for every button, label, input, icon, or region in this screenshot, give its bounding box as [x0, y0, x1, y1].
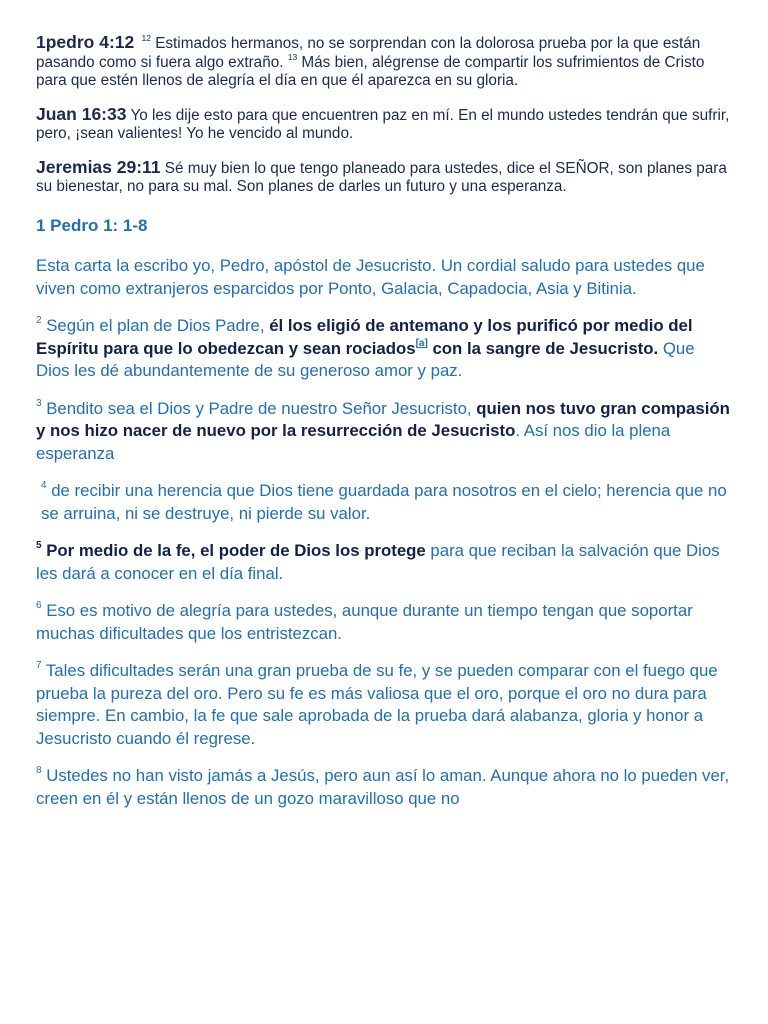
verse-4 [36, 480, 732, 525]
verse-reference: Juan 16:33 [36, 103, 127, 124]
verse-text: Eso es motivo de alegría para ustedes, aunque durante un tiempo tengan que soportar muchas dificultades que los entristezcan. [36, 601, 693, 643]
verse-6 [36, 600, 732, 645]
verse-number: 6 [36, 600, 42, 611]
passage-heading: 1 Pedro 1: 1-8 [36, 215, 148, 235]
verse-text: Yo les dije esto para que encuentren paz en mí. En el mundo ustedes tendrán que sufrir, pero, ¡sean valientes! Yo he vencido al mundo. [36, 106, 730, 142]
verse-1: Esta carta la escribo yo, Pedro, apóstol de Jesucristo. Un cordial saludo para ustedes que viven como extranjeros esparcidos por Ponto, Galacia, Capadocia, Asia y Bitinia. [36, 256, 705, 298]
verse-text: Bendito sea el Dios y Padre de nuestro Señor Jesucristo, [41, 398, 477, 418]
passage-1pedro-1 [36, 215, 732, 811]
verse-jeremias-29-11 [36, 158, 732, 197]
verse-number: 4 [41, 480, 47, 491]
verse-7 [36, 660, 732, 750]
verse-text: Ustedes no han visto jamás a Jesús, pero aun así lo aman. Aunque ahora no lo pueden ver, creen en él y están llenos de un gozo maravilloso que no [36, 766, 730, 808]
verse-text: para que reciban la salvación que Dios les dará a conocer en el día final. [36, 541, 720, 583]
verse-number: 5 [36, 540, 42, 551]
verse-text: Que Dios les dé abundantemente de su generoso amor y paz. [36, 338, 695, 380]
verse-8 [36, 765, 732, 810]
verse-5 [36, 540, 732, 585]
verse-text: Según el plan de Dios Padre, [41, 316, 270, 335]
verse-number: 8 [36, 765, 42, 776]
verse-number: 12 [141, 33, 151, 43]
verse-text: Sé muy bien lo que tengo planeado para ustedes, dice el SEÑOR, son planes para su bienestar, no para su mal. Son planes de darles un futuro y una esperanza. [36, 159, 727, 195]
verse-3 [36, 398, 732, 466]
verse-text-bold: él los eligió de antemano y los purificó por medio del Espíritu para que lo obedezcan y sean rociados [36, 316, 693, 358]
verse-number: 3 [36, 397, 42, 409]
verse-juan-16-33 [36, 105, 732, 144]
verse-number: 2 [36, 315, 42, 326]
verse-number: 7 [36, 660, 42, 671]
verse-text: Estimados hermanos, no se sorprendan con la dolorosa prueba por la que están pasando como si fuera algo extraño. [36, 35, 701, 71]
verse-text: Más bien, alégrense de compartir los sufrimientos de Cristo para que estén llenos de alegría el día en que él aparezca en su gloria. [36, 53, 705, 89]
verse-reference: Jeremias 29:11 [36, 156, 161, 177]
verse-reference: 1pedro 4:12 [36, 32, 135, 52]
footnote-link[interactable]: [a] [415, 337, 428, 349]
verse-text: de recibir una herencia que Dios tiene guardada para nosotros en el cielo; herencia que no se arruina, ni se destruye, ni pierde su valor. [41, 481, 727, 523]
verse-text-bold: Por medio de la fe, el poder de Dios los protege [41, 541, 426, 560]
verse-1pedro-4-12 [36, 33, 732, 91]
verse-text: . Así nos dio la plena esperanza [36, 421, 671, 463]
verse-2 [36, 315, 732, 383]
verse-number: 13 [287, 51, 298, 62]
top-verses [36, 33, 732, 197]
verse-text: Tales dificultades serán una gran prueba de su fe, y se pueden comparar con el fuego que prueba la pureza del oro. Pero su fe es más valiosa que el oro, porque el oro no dura para siempre. En cambio, la fe que sale aprobada de la prueba dará alabanza, gloria y honor a Jesucristo cuando él regrese. [36, 661, 718, 748]
verse-text-bold: con la sangre de Jesucristo. [427, 338, 659, 358]
verse-text-bold: quien nos tuvo gran compasión y nos hizo nacer de nuevo por la resurrección de Jesucristo [36, 398, 730, 440]
